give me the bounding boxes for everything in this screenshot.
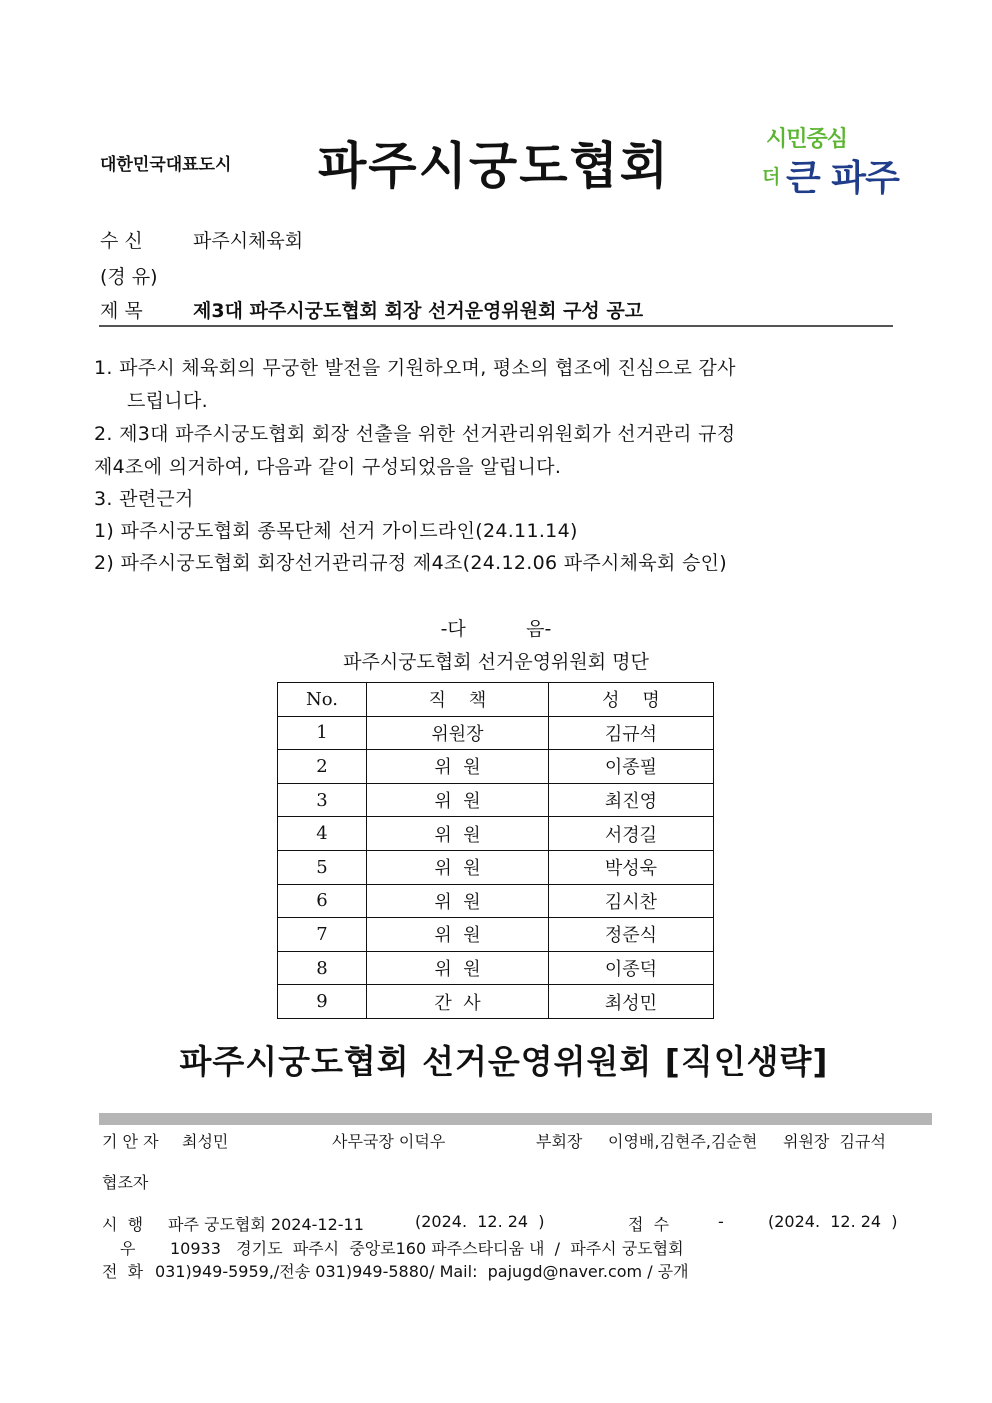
table-row <box>278 783 714 817</box>
enforce-date: (2024. 12. 24 ) <box>415 1212 545 1231</box>
table-row <box>278 884 714 918</box>
org-title: 파주시궁도협회 <box>318 137 671 195</box>
chair: 위원장 김규석 <box>783 1132 886 1151</box>
body-line-7: 2) 파주시궁도협회 회장선거관리규정 제4조(24.12.06 파주시체육회 승인) <box>94 552 727 574</box>
body-line-4: 제4조에 의거하여, 다음과 같이 구성되었음을 알립니다. <box>94 456 562 478</box>
receipt-date: (2024. 12. 24 ) <box>768 1212 898 1231</box>
table-row <box>278 850 714 884</box>
postal-key: 우 <box>120 1239 136 1258</box>
receipt-value: - <box>718 1212 724 1231</box>
roster-table <box>277 682 714 1019</box>
sign-off: 파주시궁도협회 선거운영위원회 [직인생략] <box>179 1042 829 1081</box>
footer-divider <box>99 1113 932 1125</box>
body-line-1: 1. 파주시 체육회의 무궁한 발전을 기원하오며, 평소의 협조에 진심으로 감사 <box>94 357 736 379</box>
cell-position: 간 사 <box>367 985 549 1019</box>
cell-no: 8 <box>278 951 367 985</box>
enforce-value: 파주 궁도협회 2024-12-11 <box>168 1215 364 1234</box>
cell-no: 6 <box>278 884 367 918</box>
cell-position: 위 원 <box>367 850 549 884</box>
table-row <box>278 985 714 1019</box>
cell-no: 3 <box>278 783 367 817</box>
cell-name: 박성욱 <box>549 850 714 884</box>
cell-position: 위 원 <box>367 783 549 817</box>
cell-name: 이종덕 <box>549 951 714 985</box>
logo-line1: 시민중심 <box>766 127 848 152</box>
cell-no: 2 <box>278 750 367 784</box>
subject-row <box>100 296 643 323</box>
cell-position: 위 원 <box>367 817 549 851</box>
recipient-value: 파주시체육회 <box>193 230 304 252</box>
enforce-key: 시 행 <box>102 1215 144 1234</box>
paju-city-logo <box>762 122 902 206</box>
via-row <box>100 262 193 289</box>
logo-line2b: 큰 파주 <box>786 158 899 199</box>
body-line-5: 3. 관련근거 <box>94 488 194 510</box>
cell-no: 1 <box>278 716 367 750</box>
cell-name: 최성민 <box>549 985 714 1019</box>
cell-name: 정준식 <box>549 918 714 952</box>
phone-contact: 031)949-5959,/전송 031)949-5880/ Mail: pajugd@naver.com / 공개 <box>155 1262 689 1281</box>
cell-no: 9 <box>278 985 367 1019</box>
recipient-key: 수 신 <box>100 230 143 252</box>
drafter-key: 기 안 자 <box>102 1132 159 1151</box>
cell-no: 7 <box>278 918 367 952</box>
notice-heading: -다 음- <box>440 618 552 640</box>
body-line-3: 2. 제3대 파주시궁도협회 회장 선출을 위한 선거관리위원회가 선거관리 규정 <box>94 423 736 445</box>
body-line-2: 드립니다. <box>127 390 208 412</box>
body-line-6: 1) 파주시궁도협회 종목단체 선거 가이드라인(24.11.14) <box>94 520 578 542</box>
vice-key: 부회장 <box>536 1132 583 1151</box>
table-row <box>278 951 714 985</box>
col-header-position: 직 책 <box>367 683 549 717</box>
roster-title: 파주시궁도협회 선거운영위원회 명단 <box>343 651 649 673</box>
cell-position: 위 원 <box>367 918 549 952</box>
table-row <box>278 716 714 750</box>
cell-position: 위 원 <box>367 750 549 784</box>
city-slogan: 대한민국대표도시 <box>100 155 232 175</box>
postal-address: 10933 경기도 파주시 중앙로160 파주스타디움 내 / 파주시 궁도협회 <box>170 1239 684 1258</box>
cell-name: 김규석 <box>549 716 714 750</box>
cell-name: 최진영 <box>549 783 714 817</box>
cell-position: 위 원 <box>367 884 549 918</box>
col-header-no: No. <box>278 683 367 717</box>
cell-name: 이종필 <box>549 750 714 784</box>
cooperator-key: 협조자 <box>102 1173 149 1192</box>
cell-no: 5 <box>278 850 367 884</box>
header-divider <box>99 325 893 327</box>
receipt-key: 접 수 <box>628 1215 670 1234</box>
cell-name: 서경길 <box>549 817 714 851</box>
table-row <box>278 750 714 784</box>
via-key: (경 유) <box>100 266 158 288</box>
table-header-row <box>278 683 714 717</box>
phone-key: 전 화 <box>102 1262 144 1281</box>
table-row <box>278 918 714 952</box>
drafter-name: 최성민 <box>182 1132 229 1151</box>
subject-key: 제 목 <box>100 300 143 322</box>
cell-no: 4 <box>278 817 367 851</box>
logo-line2a: 더 <box>762 166 781 188</box>
secretary: 사무국장 이덕우 <box>332 1132 446 1151</box>
cell-name: 김시찬 <box>549 884 714 918</box>
subject-value: 제3대 파주시궁도협회 회장 선거운영위원회 구성 공고 <box>193 300 644 322</box>
cell-position: 위 원 <box>367 951 549 985</box>
table-row <box>278 817 714 851</box>
vice-names: 이영배,김현주,김순현 <box>608 1132 758 1151</box>
col-header-name: 성 명 <box>549 683 714 717</box>
cell-position: 위원장 <box>367 716 549 750</box>
recipient-row <box>100 226 303 253</box>
